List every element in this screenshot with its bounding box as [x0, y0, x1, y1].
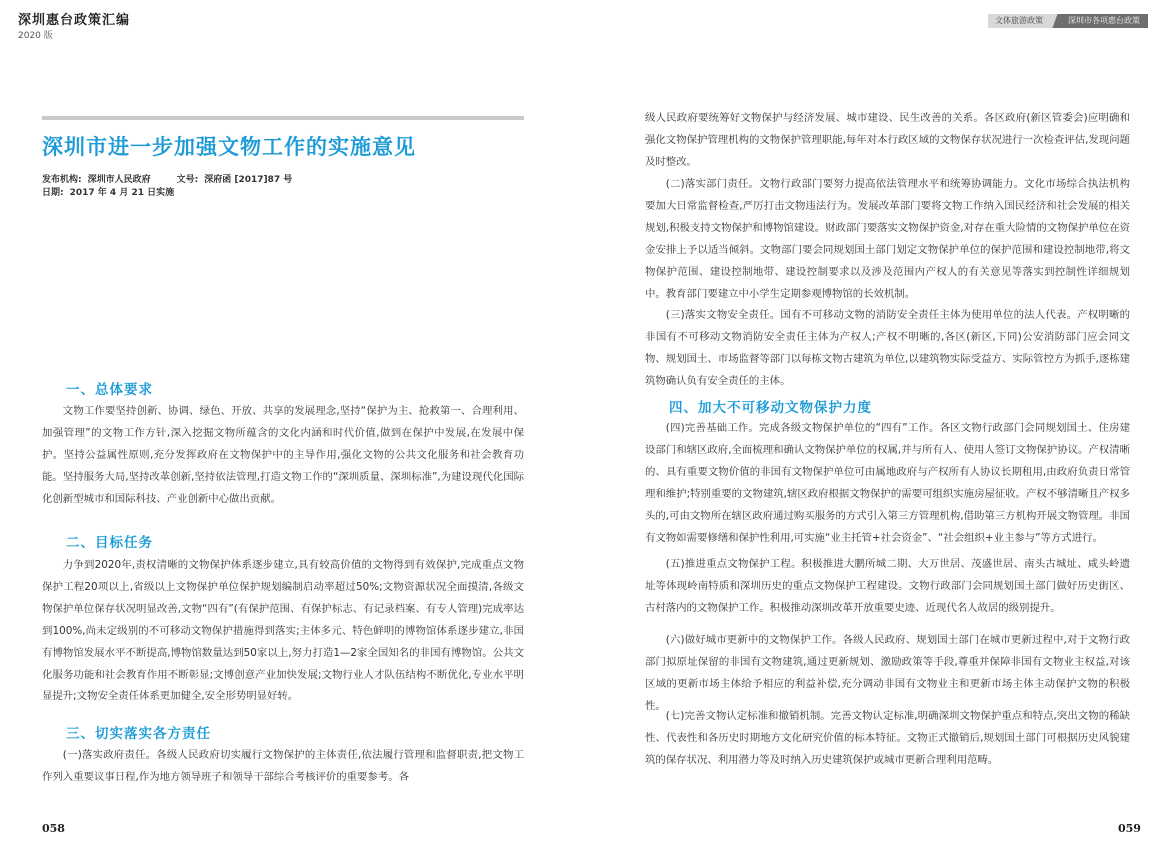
- tab-category: 文体旅游政策: [988, 14, 1050, 28]
- docno-value: 深府函 [2017]87 号: [204, 175, 293, 185]
- tab-divider: [1050, 14, 1060, 28]
- page-number-left: 058: [42, 822, 65, 835]
- document-title: 深圳市进一步加强文物工作的实施意见: [42, 135, 416, 159]
- section-heading-1: 一、总体要求: [66, 382, 153, 398]
- paragraph-safety-responsibility: (三)落实文物安全责任。国有不可移动文物的消防安全责任主体为使用单位的法人代表。产权明晰的非国有不可移动文物消防安全责任主体为产权人;产权不明晰的,各区(新区,下同)公安消防部门应会同文物、规划国土、市场监督等部门以每栋文物古建筑为单位,以建筑物实际受益方、实际管控方为抓手,逐栋建筑物确认负有安全责任的主体。: [645, 309, 1130, 387]
- page-number-right: 059: [1118, 822, 1141, 835]
- paragraph-key-projects: (五)推进重点文物保护工程。积极推进大鹏所城二期、大万世居、茂盛世居、南头古城址、咸头岭遗址等体现岭南特质和深圳历史的重点文物保护工程建设。文物行政部门会同规划国土部门做好历史街区、古村落内的文物保护工作。积极推动深圳改革开放重要史迹、近现代名人故居的级别提升。: [645, 558, 1130, 614]
- paragraph-department-responsibility: (二)落实部门责任。文物行政部门要努力提高依法管理水平和统筹协调能力。文化市场综合执法机构要加大日常监督检查,严厉打击文物违法行为。发展改革部门要将文物工作纳入国民经济和社会发展的相关规划,积极支持文物保护和博物馆建设。财政部门要落实文物保护资金,对存在重大险情的文物保护单位在资金安排上予以适当倾斜。文物部门要会同规划国土部门划定文物保护单位的保护范围和建设控制地带,将文物保护范围、建设控制地带、建设控制要求以及涉及范围内产权人的有关意见等落实到控制性详细规划中。教育部门要建立中小学生定期参观博物馆的长效机制。: [645, 178, 1130, 300]
- section-tab-bar: [988, 14, 1148, 28]
- date-value: 2017 年 4 月 21 日实施: [69, 188, 175, 198]
- book-title: 深圳惠台政策汇编: [18, 13, 131, 28]
- date-label: 日期:: [42, 188, 64, 198]
- issuer-value: 深圳市人民政府: [87, 175, 151, 185]
- document-meta-issuer: [42, 172, 298, 185]
- paragraph-government-responsibility: (一)落实政府责任。各级人民政府切实履行文物保护的主体责任,依法履行管理和监督职责,把文物工作列入重要议事日程,作为地方领导班子和领导干部综合考核评价的重要参考。各: [42, 749, 524, 783]
- section-heading-2: 二、目标任务: [66, 535, 153, 551]
- paragraph-goals: 力争到2020年,责权清晰的文物保护体系逐步建立,具有较高价值的文物得到有效保护,完成重点文物保护工程20项以上,省级以上文物保护单位保护规划编制启动率超过50%;文物资源状况全面摸清,各级文物保护单位保存状况明显改善,文物“四有”(有保护范围、有保护标志、有记录档案、有专人管理)完成率达到100%,尚未定级别的不可移动文物保护措施得到落实;主体多元、特色鲜明的博物馆体系逐步建立,非国有博物馆发展水平不断提高,博物馆数量达到50家以上,努力打造1—2家全国知名的非国有博物馆。公共文化服务功能和社会教育作用不断彰显;文博创意产业加快发展;文物行业人才队伍结构不断优化,专业水平明显提升;文物安全责任体系更加健全,安全形势明显好转。: [42, 559, 524, 703]
- paragraph-government-responsibility-continued: 级人民政府要统筹好文物保护与经济发展、城市建设、民生改善的关系。各区政府(新区管委会)应明确和强化文物保护管理机构的文物保护管理职能,每年对本行政区域的文物保存状况进行一次检查评估,发现问题及时整改。: [645, 112, 1130, 168]
- tab-section: 深圳市各项惠台政策: [1060, 14, 1148, 28]
- document-meta-date: [42, 185, 180, 198]
- book-year: 2020 版: [18, 31, 53, 41]
- paragraph-basic-work: (四)完善基础工作。完成各级文物保护单位的“四有”工作。各区文物行政部门会同规划国土、住房建设部门和辖区政府,全面梳理和确认文物保护单位的权属,并与所有人、使用人签订文物保护协议。产权清晰的、具有重要文物价值的非国有文物保护单位可由属地政府与产权所有人协议长期租用,由政府负责日常管理和维护;特别重要的文物建筑,辖区政府根据文物保护的需要可组织实施房屋征收。产权不够清晰且产权多头的,可由文物所在辖区政府通过购买服务的方式引入第三方管理机构,借助第三方机构开展文物管理。非国有文物如需要修缮和保护性利用,可实施“业主托管+社会资金”、“社会组织+业主参与”等方式进行。: [645, 422, 1130, 544]
- section-heading-3: 三、切实落实各方责任: [66, 726, 211, 742]
- docno-label: 文号:: [176, 175, 199, 185]
- title-divider: [42, 116, 524, 120]
- paragraph-general-requirements: 文物工作要坚持创新、协调、绿色、开放、共享的发展理念,坚持“保护为主、抢救第一、合理利用、加强管理”的文物工作方针,深入挖掘文物所蕴含的文化内涵和时代价值,做到在保护中发展,在发展中保护。坚持公益属性原则,充分发挥政府在文物保护中的主导作用,强化文物的公共文化服务和社会教育功能。坚持服务大局,坚持改革创新,坚持依法管理,打造文物工作的“深圳质量、深圳标准”,为建设现代化国际化创新型城市和国际科技、产业创新中心做出贡献。: [42, 405, 524, 505]
- paragraph-urban-renewal: (六)做好城市更新中的文物保护工作。各级人民政府、规划国土部门在城市更新过程中,对于文物行政部门拟原址保留的非国有文物建筑,通过更新规划、激励政策等手段,尊重并保障非国有文物业主权益,对该区域的更新市场主体给予相应的利益补偿,充分调动非国有文物业主和更新市场主体主动保护文物的积极性。: [645, 634, 1130, 712]
- paragraph-identification-standards: (七)完善文物认定标准和撤销机制。完善文物认定标准,明确深圳文物保护重点和特点,突出文物的稀缺性、代表性和各历史时期地方文化研究价值的标本特征。文物正式撤销后,规划国土部门可根据历史风貌建筑的保存状况、利用潜力等及时纳入历史建筑保护或城市更新合理利用范畴。: [645, 710, 1130, 766]
- issuer-label: 发布机构:: [42, 175, 82, 185]
- section-heading-4: 四、加大不可移动文物保护力度: [669, 400, 872, 416]
